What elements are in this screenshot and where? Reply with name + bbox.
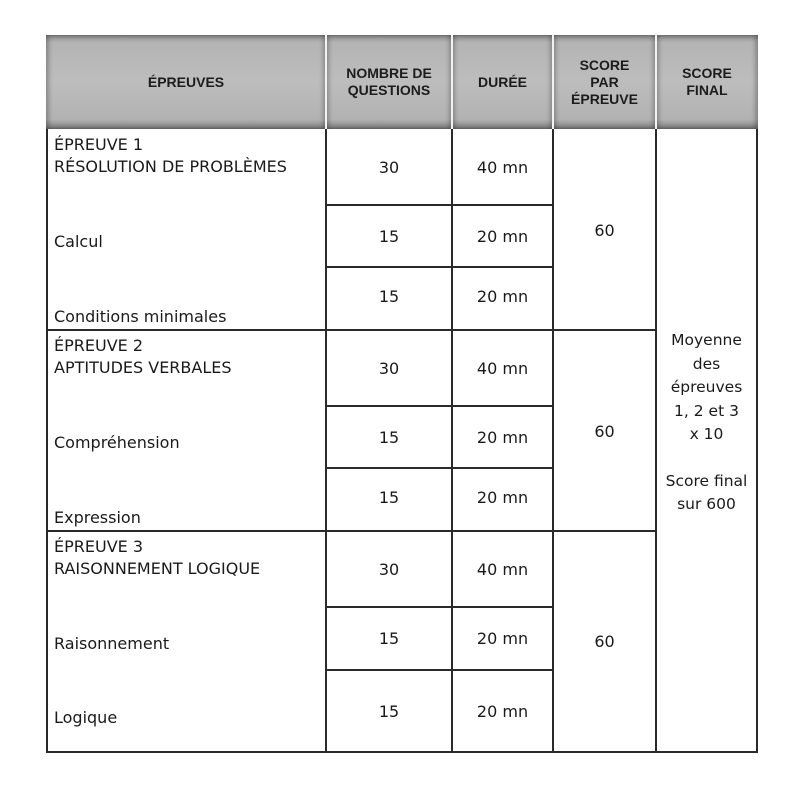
group-title-line2: RÉSOLUTION DE PROBLÈMES	[54, 157, 287, 176]
questions-cell: 15	[378, 701, 400, 721]
duration-cell: 20 mn	[476, 701, 529, 721]
grid-line	[46, 329, 657, 331]
group-3-title	[54, 536, 260, 580]
header-score-par-line2: PAR	[590, 73, 619, 90]
questions-cell: 30	[378, 359, 400, 378]
duration-cell: 20 mn	[476, 487, 529, 507]
subtest-label: Conditions minimales	[54, 307, 227, 326]
score-final-line: des	[692, 354, 721, 373]
duration-cell: 20 mn	[476, 226, 529, 246]
header-score-par-line1: SCORE	[579, 56, 630, 73]
group-score: 60	[594, 221, 615, 240]
group-1-title	[54, 134, 287, 178]
duration-cell: 40 mn	[476, 560, 529, 579]
questions-cell: 30	[378, 158, 400, 177]
score-final-line: x 10	[689, 425, 724, 443]
subtest-label: Calcul	[54, 232, 103, 251]
group-score-cell	[554, 332, 655, 530]
exam-structure-table	[46, 35, 758, 753]
header-separator	[655, 35, 657, 129]
header-duree-text: DURÉE	[477, 73, 527, 90]
questions-cell: 15	[378, 487, 400, 507]
grid-line	[46, 751, 758, 753]
grid-line	[756, 129, 758, 753]
subtest-label: Compréhension	[54, 433, 180, 452]
group-score: 60	[594, 632, 615, 651]
header-epreuves-text: ÉPREUVES	[147, 73, 225, 90]
score-final-spacer	[657, 447, 756, 470]
group-score-cell	[554, 533, 655, 751]
header-score-final-line2: FINAL	[686, 82, 728, 98]
grid-line	[46, 129, 48, 753]
score-final-line: épreuves	[670, 378, 743, 396]
group-score-cell	[554, 131, 655, 329]
score-final-cell	[657, 329, 756, 517]
subtest-label: Expression	[54, 508, 141, 527]
group-score: 60	[594, 422, 615, 441]
header-nombre-questions	[326, 35, 452, 129]
score-final-line: sur 600	[677, 495, 736, 513]
header-score-final	[656, 35, 758, 129]
grid-line	[46, 530, 657, 532]
header-separator	[325, 35, 327, 129]
questions-cell: 15	[378, 629, 400, 648]
subtest-label: Logique	[54, 708, 118, 727]
group-title-line2: APTITUDES VERBALES	[54, 358, 232, 377]
duration-cell: 20 mn	[476, 286, 529, 306]
questions-cell: 30	[378, 560, 400, 579]
group-title-line1: ÉPREUVE 3	[54, 537, 144, 556]
score-final-line: 1, 2 et 3	[674, 401, 739, 420]
group-title-line2: RAISONNEMENT LOGIQUE	[54, 559, 261, 578]
group-title-line1: ÉPREUVE 2	[54, 336, 144, 355]
questions-cell: 15	[378, 286, 400, 306]
score-final-line: Score final	[665, 471, 748, 490]
header-score-par-epreuve	[553, 35, 656, 129]
subtest-label: Raisonnement	[54, 634, 170, 653]
header-separator	[451, 35, 453, 129]
header-duree	[452, 35, 553, 129]
duration-cell: 40 mn	[476, 158, 529, 177]
duration-cell: 20 mn	[476, 629, 529, 648]
header-separator	[552, 35, 554, 129]
duration-cell: 40 mn	[476, 359, 529, 378]
questions-cell: 15	[378, 427, 400, 447]
header-score-par-line3: ÉPREUVE	[571, 90, 638, 107]
group-title-line1: ÉPREUVE 1	[54, 135, 144, 154]
questions-cell: 15	[378, 226, 400, 246]
header-nombre-line2: QUESTIONS	[347, 82, 431, 98]
header-score-final-line1: SCORE	[682, 65, 732, 81]
score-final-line: Moyenne	[671, 331, 742, 349]
group-2-title	[54, 335, 232, 379]
header-epreuves	[46, 35, 326, 129]
header-nombre-line1: NOMBRE DE	[346, 65, 432, 81]
duration-cell: 20 mn	[476, 427, 529, 447]
